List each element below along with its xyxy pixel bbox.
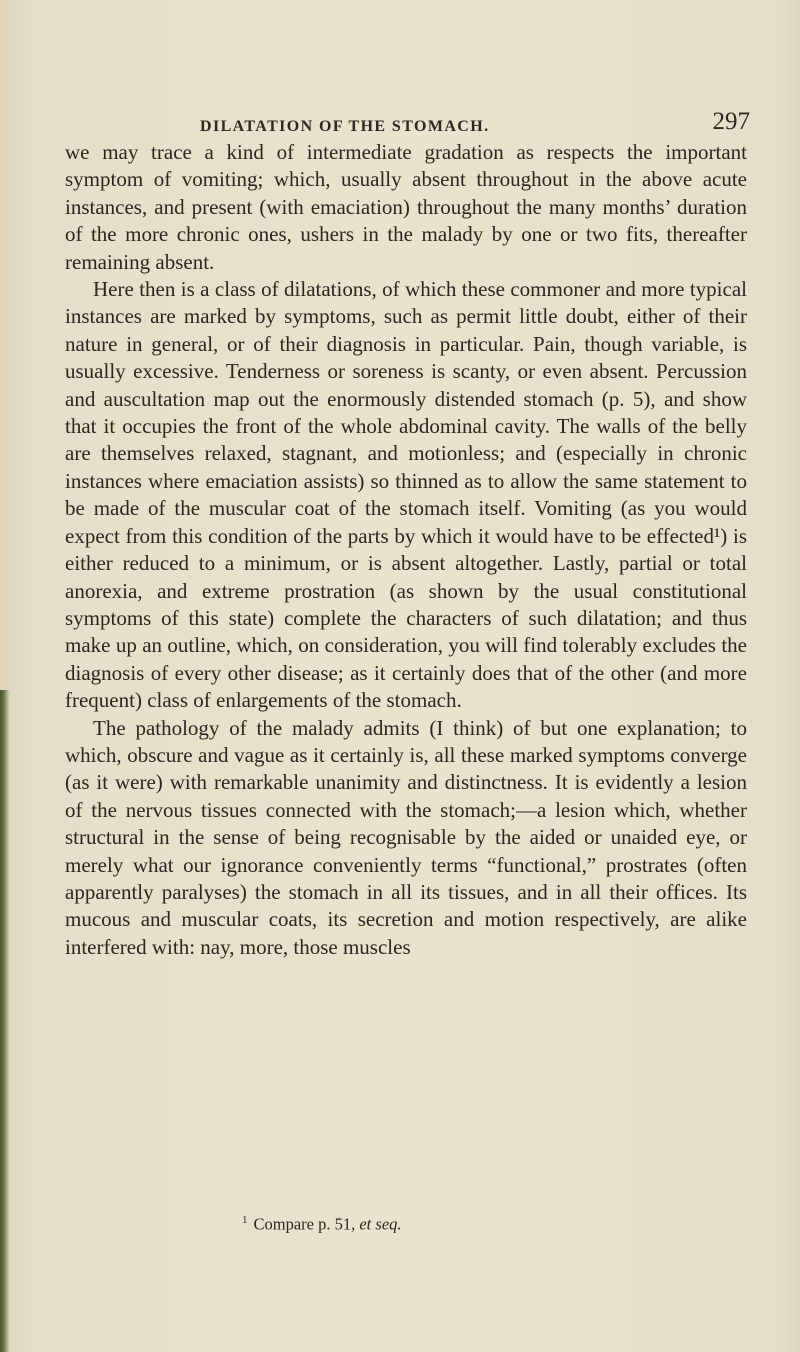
body-text (65, 139, 747, 961)
running-head: DILATATION OF THE STOMACH. (200, 118, 490, 135)
paragraph-pathology: The pathology of the malady admits (I think) of but one explanation; to which, obscure and vague as it certainly is, all these marked symptoms converge (as it were) with remarkable unanimity and distinctness. It is evidently a lesion of the nervous tissues connected with the stomach;—a lesion which, whether structural in the sense of being recognisable by the aided or unaided eye, or merely what our ignorance conveniently terms “functional,” prostrates (often apparently paralyses) the stomach in all its tissues, and in all their offices. Its mucous and muscular coats, its secretion and motion respectively, are alike interfered with: nay, more, those muscles (65, 715, 747, 959)
footnote-mark: 1 (242, 1214, 248, 1226)
paragraph-dilatation-symptoms: Here then is a class of dilatations, of which these commoner and more typical instances are marked by symptoms, such as permit little doubt, either of their nature in general, or of their diagnosis in particular. Pain, though variable, is usually excessive. Tenderness or soreness is scanty, or even absent. Percussion and auscultation map out the enormously distended stomach (p. 5), and show that it occupies the front of the whole abdominal cavity. The walls of the belly are themselves relaxed, stagnant, and motionless; and (especially in chronic instances where emaciation assists) so thinned as to allow the same statement to be made of the muscular coat of the stomach itself. Vomiting (as you would expect from this condition of the parts by which it would have to be effected¹) is either reduced to a minimum, or is absent altogether. Lastly, partial or total anorexia, and extreme prostration (as shown by the usual constitutional symptoms of this state) complete the characters of such dilatation; and thus make up an outline, which, on consideration, you will find tolerably excludes the diagnosis of every other disease; as it certainly does that of the other (and more frequent) class of enlargements of the stomach. (65, 277, 747, 713)
footnote (242, 1214, 402, 1235)
page-edge-shadow (0, 690, 10, 1352)
footnote-et-seq: et seq. (359, 1214, 402, 1234)
page-header (60, 108, 750, 138)
page-number: 297 (712, 108, 750, 135)
footnote-text: Compare p. 51, (253, 1214, 356, 1234)
paragraph-continuation: we may trace a kind of intermediate gradation as respects the important symptom of vomiting; which, usually absent throughout in the above acute instances, and present (with emaciation) throughout the many months’ duration of the more chronic ones, ushers in the malady by one or two fits, thereafter remaining absent. (65, 140, 747, 274)
